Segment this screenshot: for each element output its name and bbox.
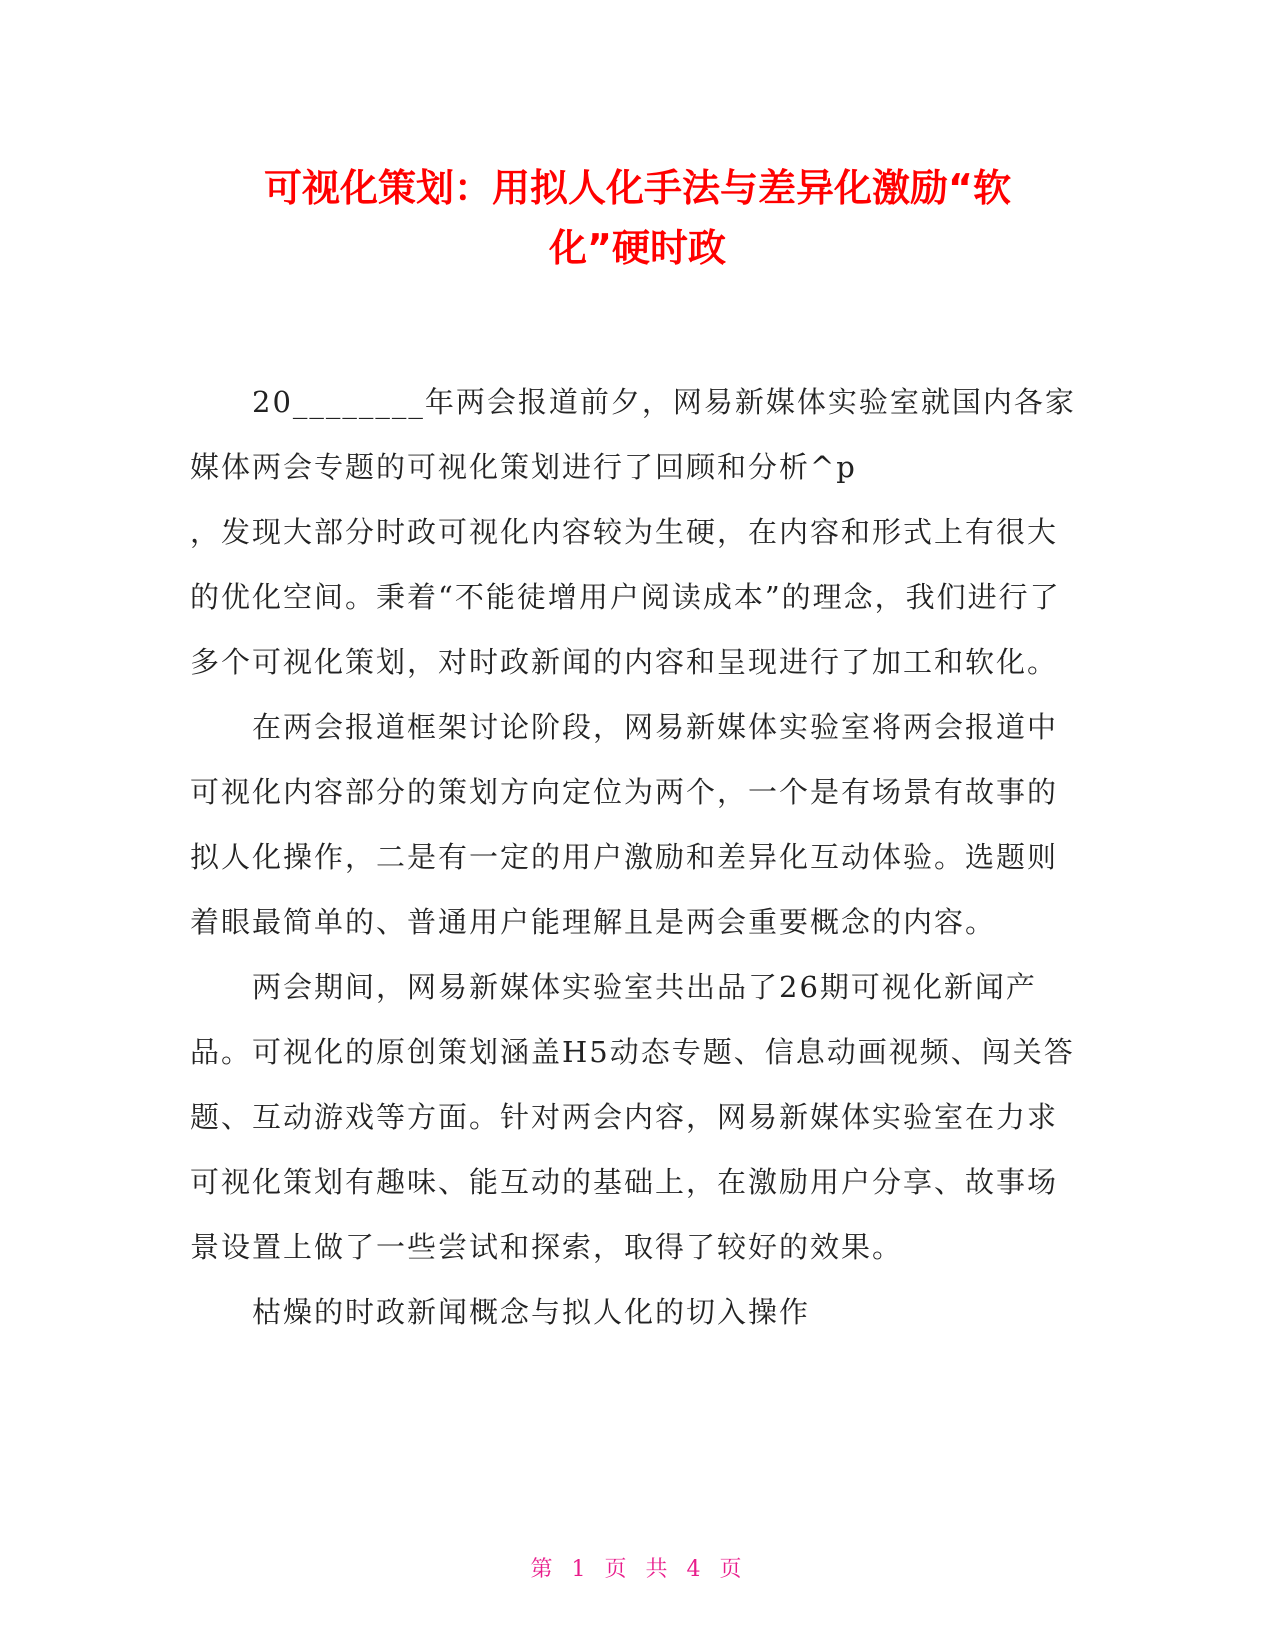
paragraph-output: 两会期间，网易新媒体实验室共出品了26期可视化新闻产品。可视化的原创策划涵盖H5动态专题、信息动画视频、闯关答题、互动游戏等方面。针对两会内容，网易新媒体实验室在力求可视化策划有趣味、能互动的基础上，在激励用户分享、故事场景设置上做了一些尝试和探索，取得了较好的效果。 bbox=[190, 970, 1075, 1264]
title-line-2: 化”硬时政 bbox=[549, 226, 726, 270]
paragraph-intro: 20________年两会报道前夕，网易新媒体实验室就国内各家媒体两会专题的可视化策划进行了回顾和分析^p bbox=[190, 385, 1076, 484]
section-heading: 枯燥的时政新闻概念与拟人化的切入操作 bbox=[252, 1295, 811, 1329]
page-footer: 第 1 页 共 4 页 bbox=[530, 1557, 745, 1582]
paragraph-intro-continued: ，发现大部分时政可视化内容较为生硬，在内容和形式上有很大的优化空间。秉着“不能徒增用户阅读成本”的理念，我们进行了多个可视化策划，对时政新闻的内容和呈现进行了加工和软化。 bbox=[190, 515, 1061, 679]
title-line-1: 可视化策划：用拟人化手法与差异化激励“软 bbox=[264, 166, 1011, 210]
document-body bbox=[190, 370, 1085, 1345]
paragraph-framework: 在两会报道框架讨论阶段，网易新媒体实验室将两会报道中可视化内容部分的策划方向定位为两个，一个是有场景有故事的拟人化操作，二是有一定的用户激励和差异化互动体验。选题则着眼最简单的、普通用户能理解且是两会重要概念的内容。 bbox=[190, 710, 1059, 939]
document-title bbox=[160, 158, 1115, 278]
